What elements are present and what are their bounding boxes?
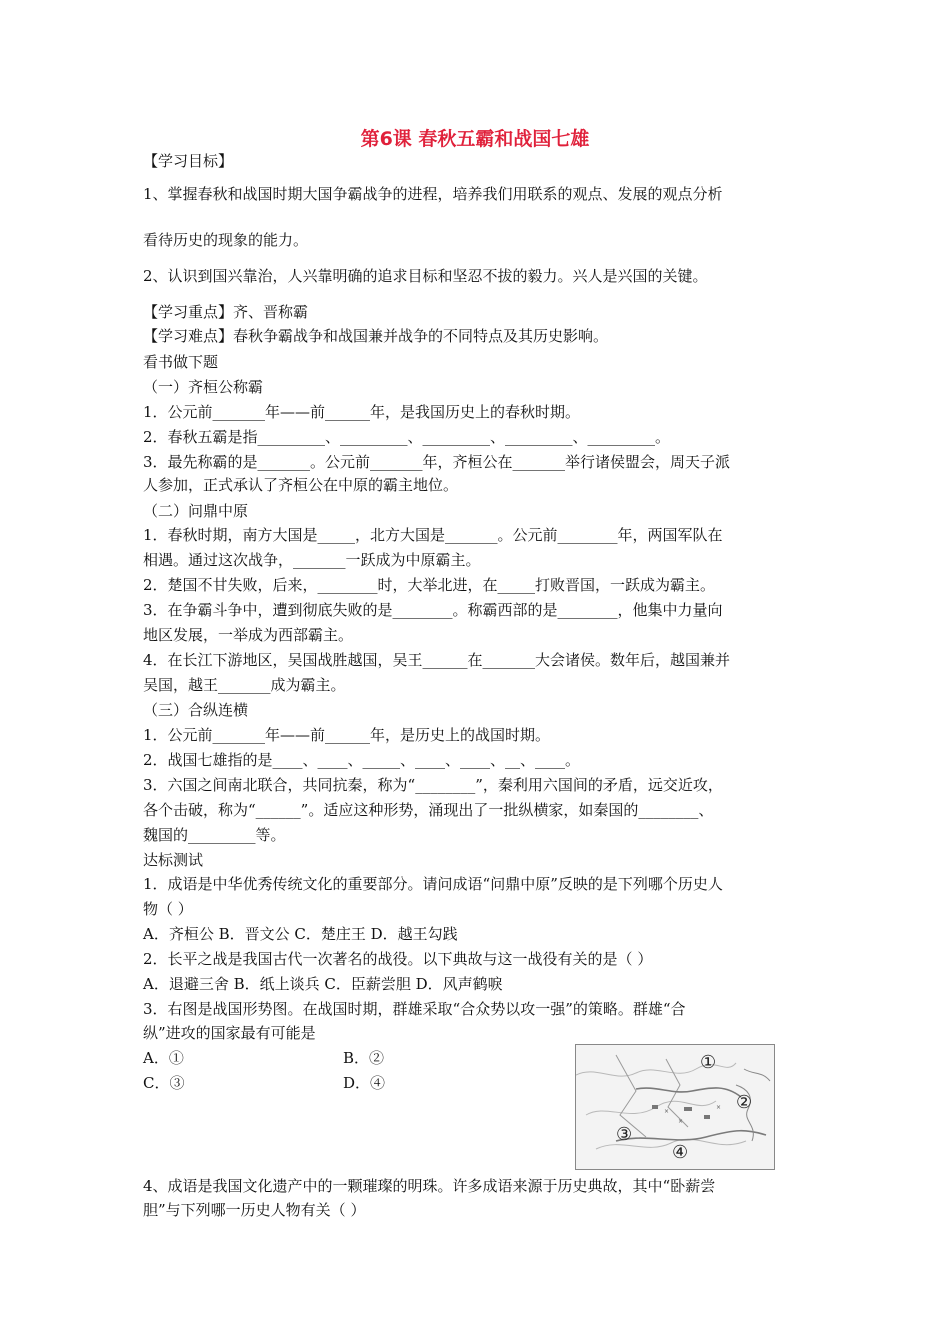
section-1-heading: （一）齐桓公称霸 xyxy=(143,378,264,396)
section-2-q1-line-2: 相遇。通过这次战争，_______一跃成为中原霸主。 xyxy=(143,551,481,569)
map-label-1: ① xyxy=(700,1052,717,1073)
test-q4-line-1: 4、成语是我国文化遗产中的一颗璀璨的明珠。许多成语来源于历史典故，其中“卧薪尝 xyxy=(143,1177,716,1195)
section-2-heading: （二）问鼎中原 xyxy=(143,502,249,520)
read-prompt: 看书做下题 xyxy=(143,353,219,371)
test-q3-option-b: B．② xyxy=(343,1049,385,1067)
section-2-q2: 2．楚国不甘失败，后来，________时，大举北进，在_____打败晋国，一跃成为霸主。 xyxy=(143,576,716,594)
section-3-q3-line-3: 魏国的_________等。 xyxy=(143,826,286,844)
test-q2: 2．长平之战是我国古代一次著名的战役。以下典故与这一战役有关的是（ ） xyxy=(143,950,653,968)
section-1-q3-line-1: 3．最先称霸的是_______。公元前_______年，齐桓公在_______举行诸侯盟会，周天子派 xyxy=(143,453,731,471)
map-label-3: ③ xyxy=(616,1124,633,1145)
section-2-q3-line-1: 3．在争霸斗争中，遭到彻底失败的是________。称霸西部的是________，他集中力量向 xyxy=(143,601,723,619)
map-label-2: ② xyxy=(736,1092,753,1113)
svg-text:×: × xyxy=(664,1108,670,1115)
test-q1-line-2: 物（ ） xyxy=(143,900,193,918)
section-3-q1: 1．公元前_______年——前______年，是历史上的战国时期。 xyxy=(143,726,551,744)
test-heading: 达标测试 xyxy=(143,851,204,869)
section-2-q4-line-2: 吴国，越王_______成为霸主。 xyxy=(143,676,346,694)
goal-1-line-2: 看待历史的现象的能力。 xyxy=(143,231,309,249)
test-q1-line-1: 1．成语是中华优秀传统文化的重要部分。请问成语“问鼎中原”反映的是下列哪个历史人 xyxy=(143,875,723,893)
learning-goals-header: 【学习目标】 xyxy=(143,152,234,170)
section-1-q3-line-2: 人参加，正式承认了齐桓公在中原的霸主地位。 xyxy=(143,476,459,494)
learning-focus: 【学习重点】齐、晋称霸 xyxy=(143,303,309,321)
test-q1-options: A．齐桓公 B．晋文公 C．楚庄王 D．越王勾践 xyxy=(143,925,458,943)
test-q2-options: A．退避三舍 B．纸上谈兵 C．臣薪尝胆 D．风声鹤唳 xyxy=(143,975,503,993)
svg-text:×: × xyxy=(678,1118,684,1125)
map-label-4: ④ xyxy=(672,1142,689,1163)
section-1-q1: 1．公元前_______年——前______年，是我国历史上的春秋时期。 xyxy=(143,403,581,421)
section-2-q1-line-1: 1．春秋时期，南方大国是_____，北方大国是_______。公元前________年，两国军队在 xyxy=(143,526,723,544)
section-3-q2: 2．战国七雄指的是____、____、_____、____、____、__、____。 xyxy=(143,751,581,769)
test-q4-line-2: 胆”与下列哪一历史人物有关（ ） xyxy=(143,1201,366,1219)
section-2-q3-line-2: 地区发展，一举成为西部霸主。 xyxy=(143,626,354,644)
test-q3-line-2: 纵”进攻的国家最有可能是 xyxy=(143,1024,316,1042)
test-q3-line-1: 3．右图是战国形势图。在战国时期，群雄采取“合众势以攻一强”的策略。群雄“合 xyxy=(143,1000,686,1018)
goal-1-line-1: 1、掌握春秋和战国时期大国争霸战争的进程，培养我们用联系的观点、发展的观点分析 xyxy=(143,185,723,203)
warring-states-map xyxy=(575,1044,775,1170)
section-3-heading: （三）合纵连横 xyxy=(143,701,249,719)
learning-difficulty: 【学习难点】春秋争霸战争和战国兼并战争的不同特点及其历史影响。 xyxy=(143,327,609,345)
section-1-q2: 2．春秋五霸是指_________、_________、_________、_________、_________。 xyxy=(143,428,671,446)
test-q3-option-c: C．③ xyxy=(143,1074,185,1092)
test-q3-option-a: A．① xyxy=(143,1049,184,1067)
page-title: 第6课 春秋五霸和战国七雄 xyxy=(360,128,590,150)
section-2-q4-line-1: 4．在长江下游地区，吴国战胜越国，吴王______在_______大会诸侯。数年后，越国兼并 xyxy=(143,651,731,669)
goal-2: 2、认识到国兴靠治，人兴靠明确的追求目标和坚忍不拔的毅力。兴人是兴国的关键。 xyxy=(143,267,708,285)
section-3-q3-line-1: 3．六国之间南北联合，共同抗秦，称为“________”，秦利用六国间的矛盾，远交近攻， xyxy=(143,776,723,794)
test-q3-option-d: D．④ xyxy=(343,1074,386,1092)
section-3-q3-line-2: 各个击破，称为“______”。适应这种形势，涌现出了一批纵横家，如秦国的________、 xyxy=(143,801,714,819)
svg-text:×: × xyxy=(716,1104,722,1111)
